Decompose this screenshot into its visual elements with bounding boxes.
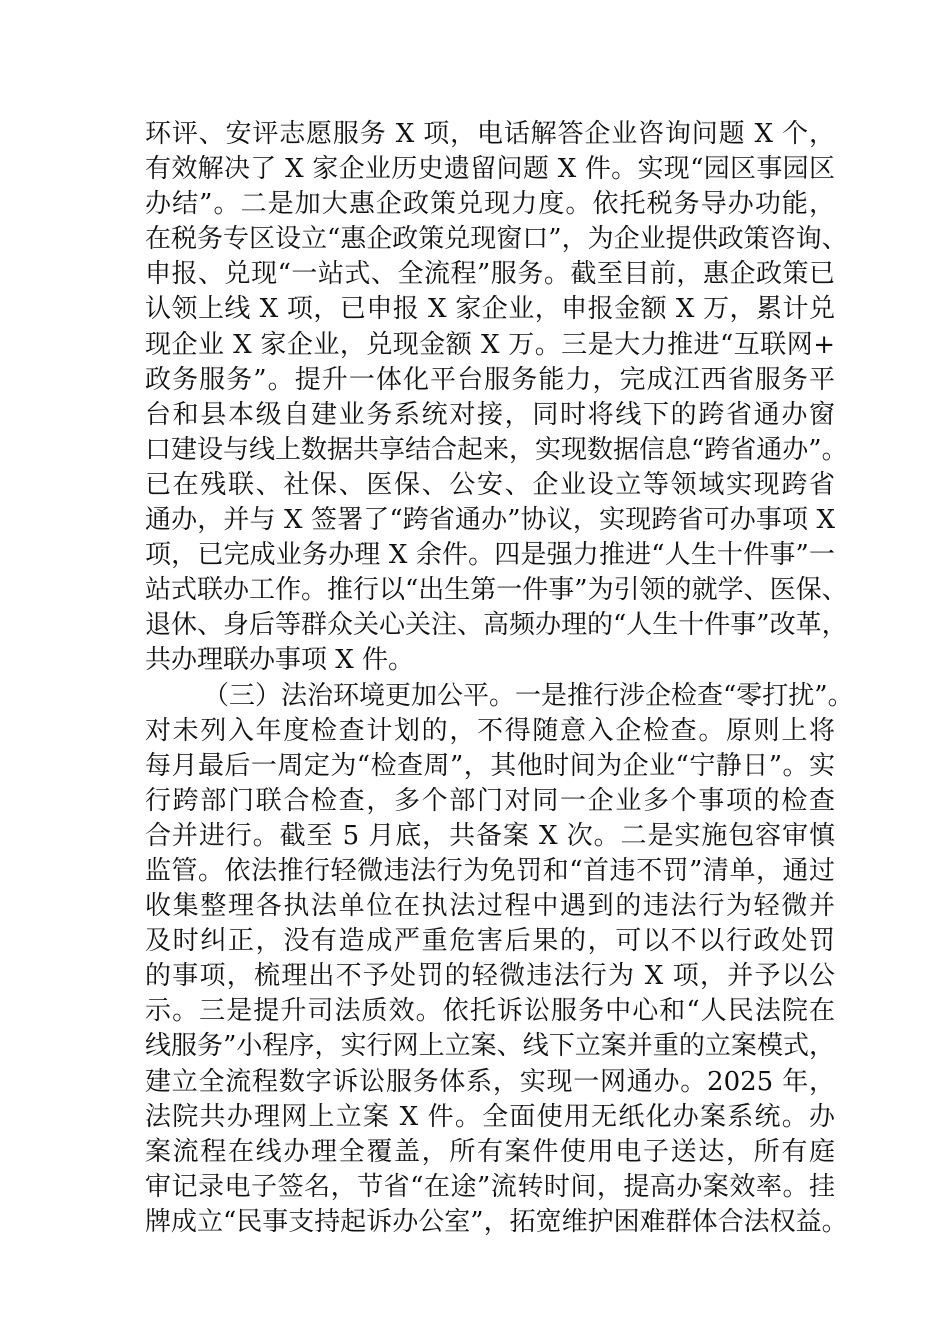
text-line: 办结”。二是加大惠企政策兑现力度。依托税务导办功能， [145, 189, 835, 220]
text-line: 申报、兑现“一站式、全流程”服务。截至目前，惠企政策已 [145, 259, 835, 290]
text-line: 收集整理各执法单位在执法过程中遇到的违法行为轻微并 [145, 891, 835, 922]
text-line: 合并进行。截至 5 月底，共备案 X 次。二是实施包容审慎 [145, 820, 835, 851]
text-line: 及时纠正，没有造成严重危害后果的，可以不以行政处罚 [145, 926, 835, 957]
paragraph-end-line: 共办理联办事项 X 件。 [145, 645, 415, 676]
text-line: 建立全流程数字诉讼服务体系，实现一网通办。2025 年， [145, 1066, 835, 1097]
text-line: 现企业 X 家企业，兑现金额 X 万。三是大力推进“互联网+ [145, 329, 835, 360]
text-line: 认领上线 X 项，已申报 X 家企业，申报金额 X 万，累计兑 [145, 294, 835, 325]
document-body [145, 117, 854, 1240]
text-line: 项，已完成业务办理 X 余件。四是强力推进“人生十件事”一 [145, 540, 835, 571]
text-line: 监管。依法推行轻微违法行为免罚和“首违不罚”清单，通过 [145, 855, 835, 886]
text-line: 线服务”小程序，实行网上立案、线下立案并重的立案模式， [145, 1031, 835, 1062]
text-line: 的事项，梳理出不予处罚的轻微违法行为 X 项，并予以公 [145, 961, 835, 992]
paragraph-end-line: 牌成立“民事支持起诉办公室”，拓宽维护困难群体合法权益。 [145, 1206, 848, 1237]
text-line: 政务服务”。提升一体化平台服务能力，完成江西省服务平 [145, 364, 835, 395]
text-line: 有效解决了 X 家企业历史遗留问题 X 件。实现“园区事园区 [145, 154, 835, 185]
text-line: 站式联办工作。推行以“出生第一件事”为引领的就学、医保、 [145, 575, 848, 606]
text-line: 退休、身后等群众关心关注、高频办理的“人生十件事”改革， [145, 610, 848, 641]
text-line: 行跨部门联合检查，多个部门对同一企业多个事项的检查 [145, 785, 835, 816]
text-line: 法院共办理网上立案 X 件。全面使用无纸化办案系统。办 [145, 1101, 835, 1132]
text-line: 在税务专区设立“惠企政策兑现窗口”，为企业提供政策咨询、 [145, 224, 848, 255]
text-line: 已在残联、社保、医保、公安、企业设立等领域实现跨省 [145, 469, 835, 500]
text-line: 每月最后一周定为“检查周”，其他时间为企业“宁静日”。实 [145, 750, 835, 781]
text-line: 对未列入年度检查计划的，不得随意入企检查。原则上将 [145, 715, 835, 746]
text-line: 示。三是提升司法质效。依托诉讼服务中心和“人民法院在 [145, 996, 835, 1027]
text-line: 案流程在线办理全覆盖，所有案件使用电子送达，所有庭 [145, 1136, 835, 1167]
text-line: 口建设与线上数据共享结合起来，实现数据信息“跨省通办”。 [145, 434, 848, 465]
text-line: 环评、安评志愿服务 X 项，电话解答企业咨询问题 X 个， [145, 119, 835, 149]
text-line: 通办，并与 X 签署了“跨省通办”协议，实现跨省可办事项 X [145, 505, 835, 536]
section-heading-line: （三）法治环境更加公平。一是推行涉企检查“零打扰”。 [203, 680, 854, 711]
text-line: 审记录电子签名，节省“在途”流转时间，提高办案效率。挂 [145, 1171, 835, 1202]
text-line: 台和县本级自建业务系统对接，同时将线下的跨省通办窗 [145, 399, 835, 430]
